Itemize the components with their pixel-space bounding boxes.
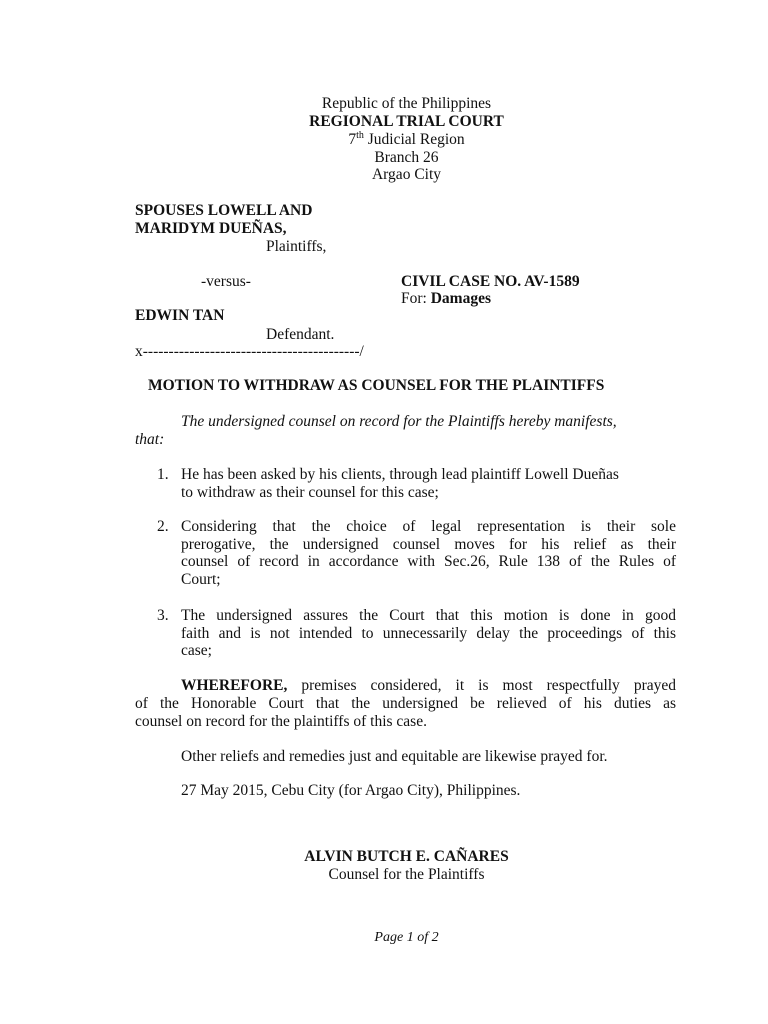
signatory-name: ALVIN BUTCH E. CAÑARES [304, 848, 509, 865]
versus-label: -versus- [201, 273, 251, 290]
plaintiffs-name-line1: SPOUSES LOWELL AND [135, 202, 313, 219]
caption-separator: x------------------------------------------/ [135, 343, 364, 360]
region-text: Judicial Region [363, 131, 465, 148]
header-republic: Republic of the Philippines [321, 95, 492, 112]
item-line: counsel of record in accordance with Sec.26, Rule 138 of the Rules of [181, 553, 676, 570]
case-subject [401, 290, 491, 308]
case-subject-label: For: [401, 290, 431, 307]
item-line: Considering that the choice of legal representation is their sole [181, 518, 676, 535]
wherefore-line1-rest: premises considered, it is most respectfully prayed [287, 677, 676, 694]
intro-line2: that: [135, 431, 165, 448]
case-number: CIVIL CASE NO. AV-1589 [401, 273, 580, 290]
motion-title: MOTION TO WITHDRAW AS COUNSEL FOR THE PLAINTIFFS [148, 377, 605, 394]
wherefore-line2: of the Honorable Court that the undersigned be relieved of his duties as [135, 695, 676, 712]
region-suffix: th [356, 129, 364, 141]
header-region [0, 131, 768, 149]
item-line: He has been asked by his clients, through lead plaintiff Lowell Dueñas [181, 466, 619, 483]
case-subject-value: Damages [430, 290, 491, 307]
item-number: 1. [157, 466, 169, 483]
defendant-label: Defendant. [266, 326, 335, 343]
item-line: case; [181, 642, 212, 659]
other-reliefs: Other reliefs and remedies just and equitable are likewise prayed for. [181, 748, 608, 765]
item-number: 2. [157, 518, 169, 535]
header-court: REGIONAL TRIAL COURT [309, 113, 504, 130]
region-number: 7 [348, 131, 357, 148]
header-branch: Branch 26 [374, 149, 439, 166]
header-city: Argao City [371, 166, 442, 183]
item-line: Court; [181, 571, 221, 588]
item-line: The undersigned assures the Court that this motion is done in good [181, 607, 676, 624]
wherefore-line1 [181, 677, 676, 695]
wherefore-line3: counsel on record for the plaintiffs of this case. [135, 713, 427, 730]
signatory-role: Counsel for the Plaintiffs [328, 866, 485, 883]
item-line: to withdraw as their counsel for this case; [181, 484, 439, 501]
date-place: 27 May 2015, Cebu City (for Argao City), Philippines. [181, 782, 521, 799]
item-line: faith and is not intended to unnecessarily delay the proceedings of this [181, 625, 676, 642]
item-number: 3. [157, 607, 169, 624]
intro-line1: The undersigned counsel on record for the Plaintiffs hereby manifests, [181, 413, 617, 430]
plaintiffs-label: Plaintiffs, [266, 238, 327, 255]
plaintiffs-name-line2: MARIDYM DUEÑAS, [135, 220, 287, 237]
wherefore-lead: WHEREFORE, [181, 677, 288, 694]
item-line: prerogative, the undersigned counsel moves for his relief as their [181, 536, 676, 553]
defendant-name: EDWIN TAN [135, 307, 225, 324]
page-number: Page 1 of 2 [374, 930, 439, 945]
